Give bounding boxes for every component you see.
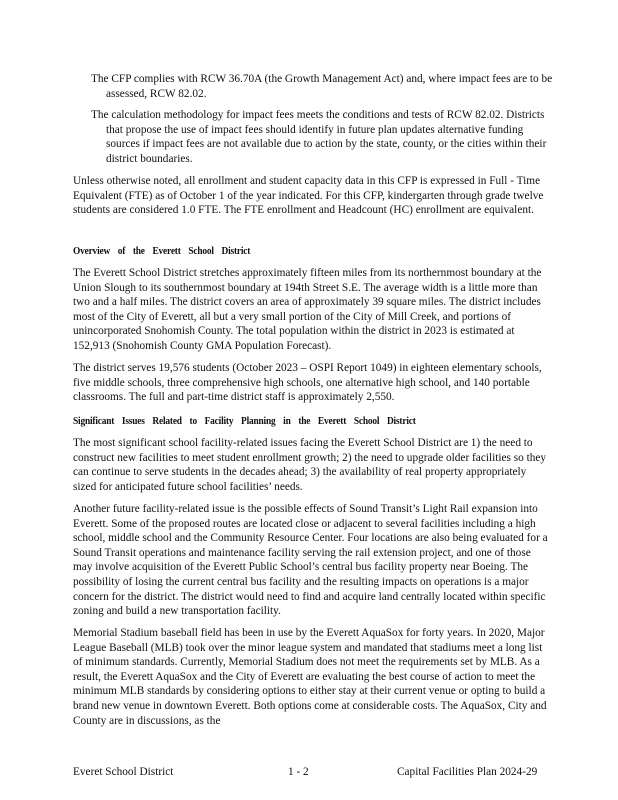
memorial-stadium-paragraph: Memorial Stadium baseball field has been in use by the Everett AquaSox for forty years. In 2020, Major League Baseball (MLB) took over the minor league system and mandated that stadiums meet a long list of minimum standards. Currently, Memorial Stadium does not meet the requirements set by MLB. As a result, the Everett AquaSox and the City of Everett are evaluating the best course of action to meet the minimum MLB standards by considering options to either stay at their current venue or opting to build a brand new venue in downtown Everett. Both options come at considerable costs. The AquaSox, City and County are in discussions, as the <box>73 627 547 727</box>
footer-district-name: Everet School District <box>73 766 174 778</box>
facility-issues-paragraph: The most significant school facility-related issues facing the Everett School District are 1) the need to construct new facilities to meet student enrollment growth; 2) the need to upgrade older facilities so they can continue to serve students in the decades ahead; 3) the availability of real property appropriately sized for anticipated future school facilities’ needs. <box>73 437 547 493</box>
enrollment-paragraph: The district serves 19,576 students (October 2023 – OSPI Report 1049) in eighteen elementary schools, five middle schools, three comprehensive high schools, one alternative high school, and 140 portable classrooms. The full and part-time district staff is approximately 2,550. <box>73 362 542 404</box>
overview-paragraph: The Everett School District stretches approximately fifteen miles from its northernmost boundary at the Union Slough to its southernmost boundary at 194th Street S.E. The average width is a little more than two and a half miles. The district covers an area of approximately 39 square miles. The district includes most of the City of Everett, all but a very small portion of the City of Mill Creek, and portions of unincorporated Snohomish County. The total population within the district in 2023 is estimated at 152,913 (Snohomish County GMA Population Forecast). <box>73 267 542 352</box>
bullet-growth-management: The CFP complies with RCW 36.70A (the Growth Management Act) and, where impact fees are to be assessed, RCW 82.02. <box>91 73 553 100</box>
light-rail-paragraph: Another future facility-related issue is the possible effects of Sound Transit’s Light Rail expansion into Everett. Some of the proposed routes are located close or adjacent to several facilities including a high school, middle school and the Community Resource Center. Four locations are also being evaluated for a Sound Transit operations and maintenance facility serving the rail extension project, and one of those may involve acquisition of the Everett Public School’s central bus facility property near Boeing. The possibility of losing the current central bus facility and the resulting impacts on operations is a major concern for the district. The district would need to find and acquire land centrally located within specific zoning and build a new transportation facility. <box>73 503 548 618</box>
section-heading-facility-issues: Significant Issues Related to Facility Planning in the Everett School District <box>73 416 416 427</box>
footer-page-number: 1 - 2 <box>288 766 309 778</box>
bullet-impact-fees: The calculation methodology for impact fees meets the conditions and tests of RCW 82.02. Districts that propose the use of impact fees should identify in future plan updates alternative funding sources if impact fees are not available due to action by the state, county, or the cities within their district boundaries. <box>91 109 547 165</box>
section-heading-overview: Overview of the Everett School District <box>73 246 251 257</box>
footer-plan-title: Capital Facilities Plan 2024-29 <box>397 766 538 778</box>
intro-paragraph: Unless otherwise noted, all enrollment and student capacity data in this CFP is expressed in Full - Time Equivalent (FTE) as of October 1 of the year indicated. For this CFP, kindergarten through grade twelve students are considered 1.0 FTE. The FTE enrollment and Headcount (HC) enrollment are equivalent. <box>73 175 544 217</box>
